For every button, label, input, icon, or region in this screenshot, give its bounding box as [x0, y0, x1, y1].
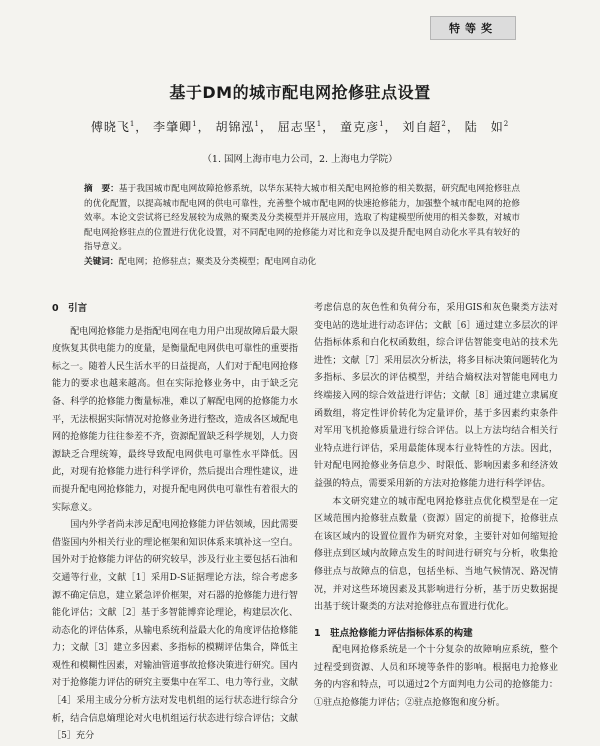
- paragraph: 本文研究建立的城市配电网抢修驻点优化模型是在一定区域范围内抢修驻点数量（资源）固定的前提下，抢修驻点在该区域内的设置位置作为研究对象，主要针对如何缩短抢修驻点到区域内故障点发生的时间进行研究与分析，收集抢修驻点与故障点的信息，包括坐标、当地气候情况、路况情况，并对这些环境因素及其影响进行分析，基于历史数据提出基于统计聚类的方法对抢修驻点布置进行优化。: [314, 496, 558, 613]
- author: 李肇卿$^1$: [153, 120, 198, 134]
- paragraph: 配电网抢修能力是指配电网在电力用户出现故障后最大限度恢复其供电能力的度量，是衡量配电网供电可靠性的重要指标之一。随着人民生活水平的日益提高，人们对于配电网抢修能力的要求也越来越高。但在实际抢修业务中，由于缺乏完备、科学的抢修能力衡量标准，难以了解配电网的抢修能力水平，无法根据实际情况对抢修业务进行整改，造成各区域配电网的抢修能力往往参差不齐，资源配置缺乏科学规划，人力资源缺乏合理统筹，最终导致配电网供电可靠性水平降低。因此，对现有抢修能力进行科学评价，然后提出合理性建议，进而提升配电网抢修能力，对提升配电网供电可靠性有着很大的实际意义。: [52, 326, 298, 513]
- author: 童克彦$^1$: [340, 120, 385, 134]
- paragraph: 国内外学者尚未涉足配电网抢修能力评估领域，因此需要借鉴国内外相关行业的理论框架和知识体系来填补这一空白。国外对于抢修能力评估的研究较早，涉及行业主要包括石油和交通等行业，文献［1］采用D-S证据理论方法，综合考虑多源不确定信息，建立紧急评价框架，对石器的抢修能力进行智能化评估；文献［2］基于多智能博弈论理论，构建层次化、动态化的评估体系，从输电系统利益最大化的角度评估抢修能力；文献［3］建立多因素、多指标的模糊评估集合，降低主观性和模糊性因素，对输油管道事故抢修决策进行研究。国内对于抢修能力评估的研究主要集中在军工、电力等行业，文献［4］采用主成分分析方法对发电机组的运行状态进行综合分析，结合信息熵理论对火电机组运行状态进行综合评估；文献［5］充分: [52, 520, 298, 742]
- author: 刘自超$^2$: [402, 120, 447, 134]
- section-heading: 1 驻点抢修能力评估指标体系的构建: [314, 627, 473, 639]
- section-heading: 0 引言: [52, 303, 88, 314]
- abstract-block: [84, 182, 520, 270]
- abstract-text: 基于我国城市配电网故障抢修系统，以华东某特大城市相关配电网抢修的相关数据，研究配电网抢修驻点的优化配置，以提高城市配电网的供电可靠性，充善整个城市配电网的快速抢修能力，加强整个城市配电网的抢修效率。本论文尝试将已经发展较为成熟的聚类及分类模型并开展应用，选取了构建模型所使用的相关参数，对城市配电网抢修驻点的位置进行优化设置，对不同配电网的抢修能力对比和竞争以及提升配电网自动化水平具有较好的指导意义。: [84, 184, 520, 253]
- body-column-right: [314, 300, 558, 713]
- paper-title: 基于DM的城市配电网抢修驻点设置: [169, 83, 431, 102]
- author: 傅晓飞$^1$: [90, 120, 136, 134]
- keywords-text: 配电网；抢修驻点；聚类及分类模型；配电网自动化: [118, 256, 317, 267]
- author: 陆 如$^2$: [464, 120, 510, 134]
- author-list: 傅晓飞$^1$， 李肇卿$^1$， 胡锦泓$^1$， 屈志坚$^1$， 童克彦$^1$， 刘自超$^2$， 陆 如$^2$: [90, 120, 510, 134]
- award-badge: 特等奖: [430, 16, 516, 40]
- keywords-label: 关键词：: [84, 256, 119, 267]
- abstract-label: 摘 要：: [84, 184, 119, 194]
- author: 胡锦泓$^1$: [215, 120, 260, 134]
- paragraph: 考虑信息的灰色性和负荷分布，采用GIS和灰色聚类方法对变电站的选址进行动态评估；文献［6］通过建立多层次的评估指标体系和白化权函数组，综合评估智能变电站的技术先进性；文献［7］采用层次分析法，将多目标决策问题转化为多指标、多层次的评估模型，并结合熵权法对智能电网电力终端接入网的综合效益进行评估；文献［8］通过建立隶属度函数组，将定性评价转化为定量评价，基于多因素约束条件对军用飞机抢修质量进行综合评估。以上方法均结合相关行业特点进行评估，采用最能体现本行业特性的方法。因此，针对配电网抢修业务信息少、时限低、影响因素多和经济效益强的特点，需要采用新的方法对抢修能力进行科学评估。: [314, 303, 558, 489]
- paragraph: 配电网抢修系统是一个十分复杂的故障响应系统，整个过程受到资源、人员和环境等条件的影响。根据电力抢修业务的内容和特点，可以通过2个方面判电力公司的抢修能力：①驻点抢修能力评估；②驻点抢修饱和度分析。: [314, 645, 558, 709]
- body-column-left: [52, 300, 298, 746]
- author: 屈志坚$^1$: [277, 120, 323, 134]
- affiliation: （1. 国网上海市电力公司，2. 上海电力学院）: [202, 154, 398, 165]
